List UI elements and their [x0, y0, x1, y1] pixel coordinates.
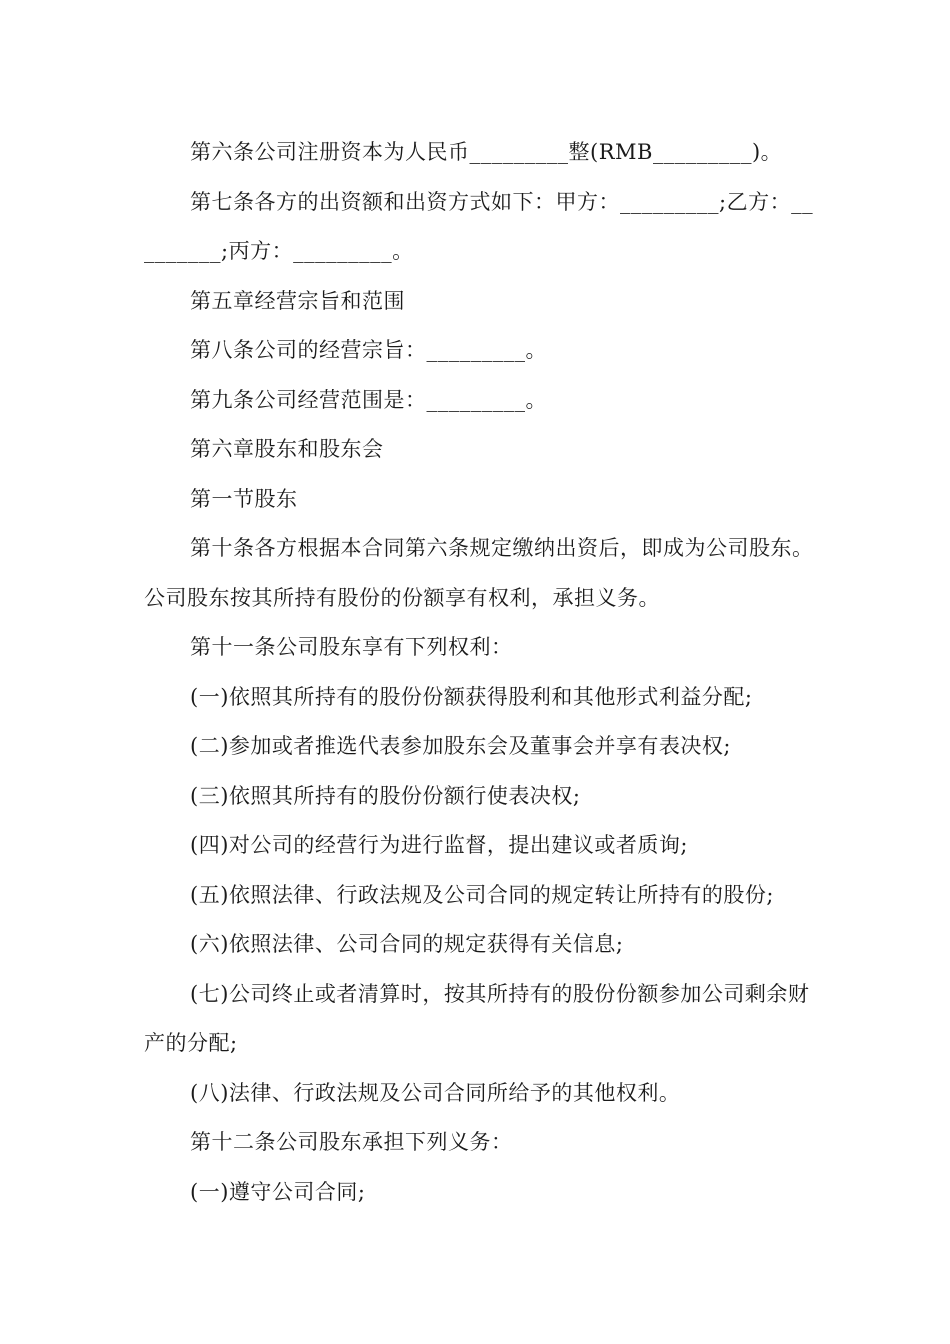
section-heading-1: 第一节股东: [190, 486, 298, 511]
list-item-right-5: (五)依照法律、行政法规及公司合同的规定转让所持有的股份;: [190, 882, 774, 907]
list-item-right-8: (八)法律、行政法规及公司合同所给予的其他权利。: [190, 1080, 681, 1105]
list-item-right-2: (二)参加或者推选代表参加股东会及董事会并享有表决权;: [190, 734, 731, 758]
document-body: [144, 128, 814, 1217]
paragraph-article-10: 第十条各方根据本合同第六条规定缴纳出资后，即成为公司股东。公司股东按其所持有股份的份额享有权利，承担义务。: [144, 536, 814, 610]
list-item-right-3: (三)依照其所持有的股份份额行使表决权;: [190, 783, 581, 808]
paragraph-article-11: 第十一条公司股东享有下列权利：: [190, 635, 513, 659]
paragraph-article-12: 第十二条公司股东承担下列义务：: [190, 1130, 513, 1154]
list-item-right-4: (四)对公司的经营行为进行监督，提出建议或者质询;: [190, 833, 688, 857]
chapter-heading-6: 第六章股东和股东会: [190, 437, 384, 461]
paragraph-article-7: 第七条各方的出资额和出资方式如下：甲方：_________;乙方：_________;丙方：_________。: [144, 189, 814, 263]
chapter-heading-5: 第五章经营宗旨和范围: [190, 288, 405, 313]
paragraph-article-8: 第八条公司的经营宗旨：_________。: [190, 338, 547, 362]
paragraph-article-6: 第六条公司注册资本为人民币_________整(RMB_________)。: [190, 140, 783, 164]
list-item-right-7: (七)公司终止或者清算时，按其所持有的股份份额参加公司剩余财产的分配;: [144, 981, 810, 1055]
list-item-right-1: (一)依照其所持有的股份份额获得股利和其他形式利益分配;: [190, 684, 753, 709]
list-item-right-6: (六)依照法律、公司合同的规定获得有关信息;: [190, 932, 624, 956]
paragraph-article-9: 第九条公司经营范围是：_________。: [190, 387, 547, 412]
list-item-duty-1: (一)遵守公司合同;: [190, 1179, 366, 1204]
